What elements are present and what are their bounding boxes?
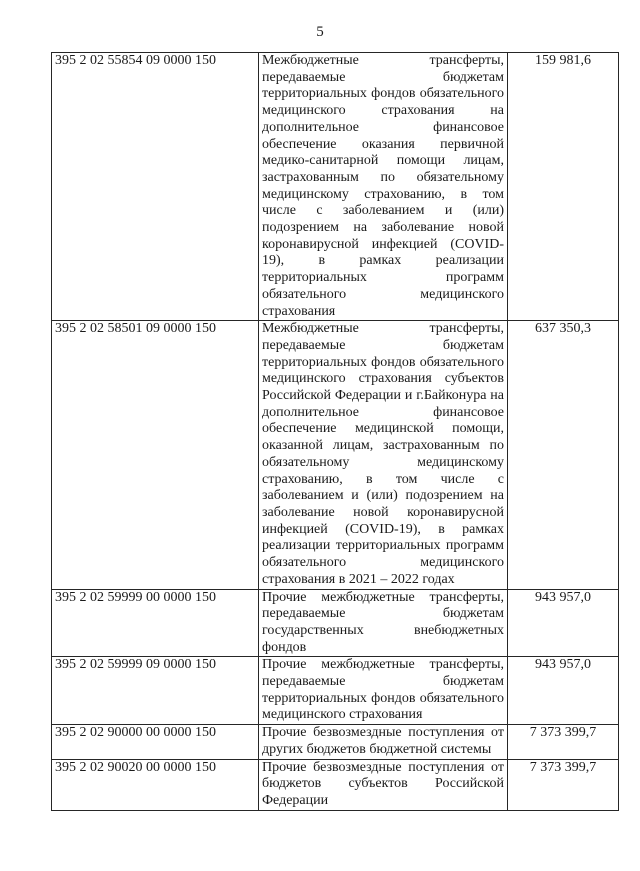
amount-cell: 637 350,3 bbox=[508, 321, 619, 589]
table-row bbox=[52, 759, 619, 810]
description-cell: Межбюджетные трансферты, передаваемые бюджетам территориальных фондов обязательного медицинского страхования субъектов Российской Федерации и г.Байконура на дополнительное финансовое обеспечение медицинской помощи, оказанной лицам, застрахованным по обязательному медицинскому страхованию, в том числе с заболеванием и (или) подозрением на заболевание новой коронавирусной инфекцией (COVID-19), в рамках реализации территориальных программ обязательного медицинского страхования в 2021 – 2022 годах bbox=[259, 321, 508, 589]
amount-cell: 7 373 399,7 bbox=[508, 725, 619, 759]
amount-cell: 7 373 399,7 bbox=[508, 759, 619, 810]
page-number: 5 bbox=[316, 24, 324, 40]
table-row bbox=[52, 321, 619, 589]
description-cell: Прочие безвозмездные поступления от других бюджетов бюджетной системы bbox=[259, 725, 508, 759]
budget-code-cell: 395 2 02 90020 00 0000 150 bbox=[52, 759, 259, 810]
budget-code-cell: 395 2 02 55854 09 0000 150 bbox=[52, 53, 259, 321]
description-cell: Прочие межбюджетные трансферты, передаваемые бюджетам государственных внебюджетных фондов bbox=[259, 589, 508, 657]
table-row bbox=[52, 725, 619, 759]
description-cell: Межбюджетные трансферты, передаваемые бюджетам территориальных фондов обязательного медицинского страхования на дополнительное финансовое обеспечение оказания первичной медико-санитарной помощи лицам, застрахованным по обязательному медицинскому страхованию, в том числе с заболеванием и (или) подозрением на заболевание новой коронавирусной инфекцией (COVID-19), в рамках реализации территориальных программ обязательного медицинского страхования bbox=[259, 53, 508, 321]
table-row bbox=[52, 53, 619, 321]
budget-code-cell: 395 2 02 59999 09 0000 150 bbox=[52, 657, 259, 725]
table-row bbox=[52, 589, 619, 657]
description-cell: Прочие безвозмездные поступления от бюджетов субъектов Российской Федерации bbox=[259, 759, 508, 810]
amount-cell: 159 981,6 bbox=[508, 53, 619, 321]
amount-cell: 943 957,0 bbox=[508, 589, 619, 657]
amount-cell: 943 957,0 bbox=[508, 657, 619, 725]
description-cell: Прочие межбюджетные трансферты, передаваемые бюджетам территориальных фондов обязательного медицинского страхования bbox=[259, 657, 508, 725]
budget-code-cell: 395 2 02 58501 09 0000 150 bbox=[52, 321, 259, 589]
budget-code-cell: 395 2 02 90000 00 0000 150 bbox=[52, 725, 259, 759]
table-row bbox=[52, 657, 619, 725]
budget-table bbox=[51, 52, 619, 811]
budget-code-cell: 395 2 02 59999 00 0000 150 bbox=[52, 589, 259, 657]
